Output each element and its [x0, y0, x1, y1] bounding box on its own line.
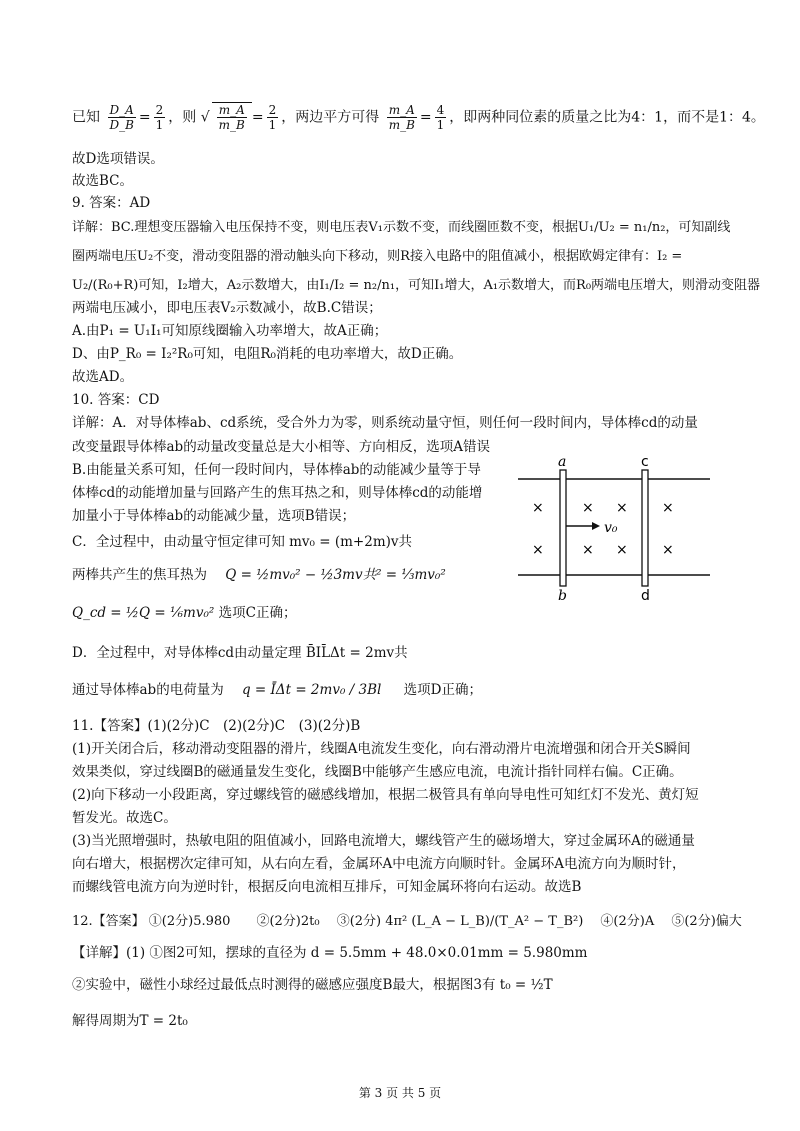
den: m_B: [218, 118, 245, 132]
field-mark: ×: [662, 500, 674, 516]
fraction-m2: [387, 103, 417, 132]
text: 两棒共产生的焦耳热为: [72, 567, 207, 583]
num: m_A: [218, 103, 245, 117]
label-v0: v₀: [604, 520, 618, 536]
text: ，即两种同位素的质量之比为4：1，而不是1：4。: [449, 109, 765, 126]
line-23: 11.【答案】(1)(2分)C (2)(2分)C (3)(2分)B: [72, 718, 361, 734]
line-28: (3)当光照增强时，热敏电阻的阻值减小，回路电流增大，螺线管产生的磁场增大，穿过金属环A的磁通量: [72, 833, 695, 849]
line-27: 暂发光。故选C。: [72, 810, 177, 826]
den: 1: [155, 118, 164, 132]
line-22: [72, 681, 482, 700]
line-12: 10. 答案：CD: [72, 392, 160, 408]
field-mark: ×: [532, 500, 544, 516]
line-33: ②实验中，磁性小球经过最低点时测得的磁感应强度B最大，根据图3有 t₀ = ½T: [72, 977, 553, 993]
num: D_A: [109, 103, 134, 117]
line-30: 而螺线管电流方向为逆时针，根据反向电流相互排斥，可知金属环将向右运动。故选B: [72, 879, 582, 895]
den: 1: [436, 118, 445, 132]
text: 选项C正确；: [218, 605, 297, 621]
line-9: A.由P₁ = U₁I₁可知原线圈输入功率增大，故A正确；: [72, 323, 388, 339]
line-6: 圈两端电压U₂不变，滑动变阻器的滑动触头向下移动，则R接入电路中的阻值减小，根据欧姆定律有：I₂ =: [72, 249, 683, 264]
line-26: (2)向下移动一小段距离，穿过螺线管的磁感线增加，根据二极管具有单向导电性可知红灯不发光、黄灯短: [72, 787, 699, 803]
eq: =: [251, 109, 264, 126]
label-d: d: [641, 588, 650, 604]
text: 通过导体棒ab的电荷量为: [72, 682, 224, 698]
fraction-2-1b: [267, 103, 279, 132]
rod-cd: [642, 470, 648, 586]
line-14: 改变量跟导体棒ab的动量改变量总是大小相等、方向相反，选项A错误: [72, 439, 490, 455]
formula: Q_cd = ½Q = ⅙mv₀²: [72, 605, 215, 621]
line-1: [72, 102, 765, 132]
num: 2: [268, 103, 277, 117]
label-c: c: [641, 454, 649, 470]
den: D_B: [109, 118, 134, 132]
field-mark: ×: [532, 542, 544, 558]
arrow-head-icon: [592, 522, 600, 530]
field-mark: ×: [616, 500, 628, 516]
text: ，两边平方可得: [281, 109, 380, 126]
rails-figure: [512, 452, 712, 604]
fraction-m: [217, 103, 247, 132]
sqrt-body: [212, 102, 252, 132]
label-b: b: [558, 588, 567, 604]
line-25: 效果类似，穿过线圈B的磁通量发生变化，线圈B中能够产生感应电流，电流计指针同样右偏。C正确。: [72, 764, 683, 780]
line-11: 故选AD。: [72, 369, 134, 385]
line-31: 12.【答案】 ①(2分)5.980 ②(2分)2t₀ ③(2分) 4π² (L_A − L_B)/(T_A² − T_B²) ④(2分)A ⑤(2分)偏大: [72, 914, 742, 929]
line-15: B.由能量关系可知，任何一段时间内，导体棒ab的动能减少量等于导: [72, 462, 481, 478]
line-5: 详解：BC.理想变压器输入电压保持不变，则电压表V₁示数不变，而线圈匝数不变，根据U₁/U₂ = n₁/n₂，可知副线: [72, 220, 731, 235]
line-24: (1)开关闭合后，移动滑动变阻器的滑片，线圈A电流发生变化，向右滑动滑片电流增强和闭合开关S瞬间: [72, 741, 691, 757]
line-21: D．全过程中，对导体棒cd由动量定理 B̄IL̄Δt = 2mv共: [72, 645, 408, 661]
field-mark: ×: [616, 542, 628, 558]
line-3: 故选BC。: [72, 173, 134, 189]
line-16: 体棒cd的动能增加量与回路产生的焦耳热之和，则导体棒cd的动能增: [72, 485, 483, 501]
den: m_B: [388, 118, 415, 132]
text: ，则: [168, 109, 197, 126]
field-mark: ×: [582, 500, 594, 516]
num: 4: [436, 103, 445, 117]
label-a: a: [558, 454, 567, 470]
rod-ab: [560, 470, 566, 586]
line-29: 向右增大，根据楞次定律可知，从右向左看，金属环A中电流方向顺时针。金属环A电流方向为顺时针，: [72, 856, 686, 872]
formula: Q = ½mv₀² − ½3mv共² = ⅓mv₀²: [225, 567, 446, 583]
line-10: D、由P_R₀ = I₂²R₀可知，电阻R₀消耗的电功率增大，故D正确。: [72, 346, 463, 362]
fraction-2-1: [154, 103, 166, 132]
sqrt-symbol: √: [200, 109, 210, 126]
den: 1: [268, 118, 277, 132]
fraction-4-1: [435, 103, 447, 132]
text: 已知: [72, 109, 100, 126]
num: 2: [155, 103, 164, 117]
line-19: [72, 566, 446, 585]
line-18: C．全过程中，由动量守恒定律可知 mv₀ = (m+2m)v共: [72, 534, 413, 550]
line-8: 两端电压减小，即电压表V₂示数减小，故B.C错误；: [72, 300, 382, 316]
line-20: [72, 604, 296, 623]
line-34: 解得周期为T = 2t₀: [72, 1013, 188, 1029]
line-13: 详解：A．对导体棒ab、cd系统，受合外力为零，则系统动量守恒，则任何一段时间内，导体棒cd的动量: [72, 415, 698, 431]
line-4: 9. 答案：AD: [72, 195, 151, 211]
eq: =: [138, 109, 151, 126]
num: m_A: [388, 103, 415, 117]
eq: =: [419, 109, 432, 126]
field-mark: ×: [662, 542, 674, 558]
line-32: 【详解】(1) ①图2可知，摆球的直径为 d = 5.5mm + 48.0×0.01mm = 5.980mm: [72, 945, 588, 961]
line-2: 故D选项错误。: [72, 151, 164, 167]
field-mark: ×: [582, 542, 594, 558]
formula: q = ĪΔt = 2mv₀ / 3Bl: [242, 682, 382, 698]
text: 选项D正确；: [403, 682, 482, 698]
fraction-d: [107, 103, 135, 132]
line-7: U₂/(R₀+R)可知，I₂增大，A₂示数增大，由I₁/I₂ = n₂/n₁，可知I₁增大，A₁示数增大，而R₀两端电压增大，则滑动变阻器: [72, 278, 761, 293]
line-17: 加量小于导体棒ab的动能减少量，选项B错误；: [72, 508, 356, 524]
page-footer: 第 3 页 共 5 页: [358, 1086, 442, 1100]
